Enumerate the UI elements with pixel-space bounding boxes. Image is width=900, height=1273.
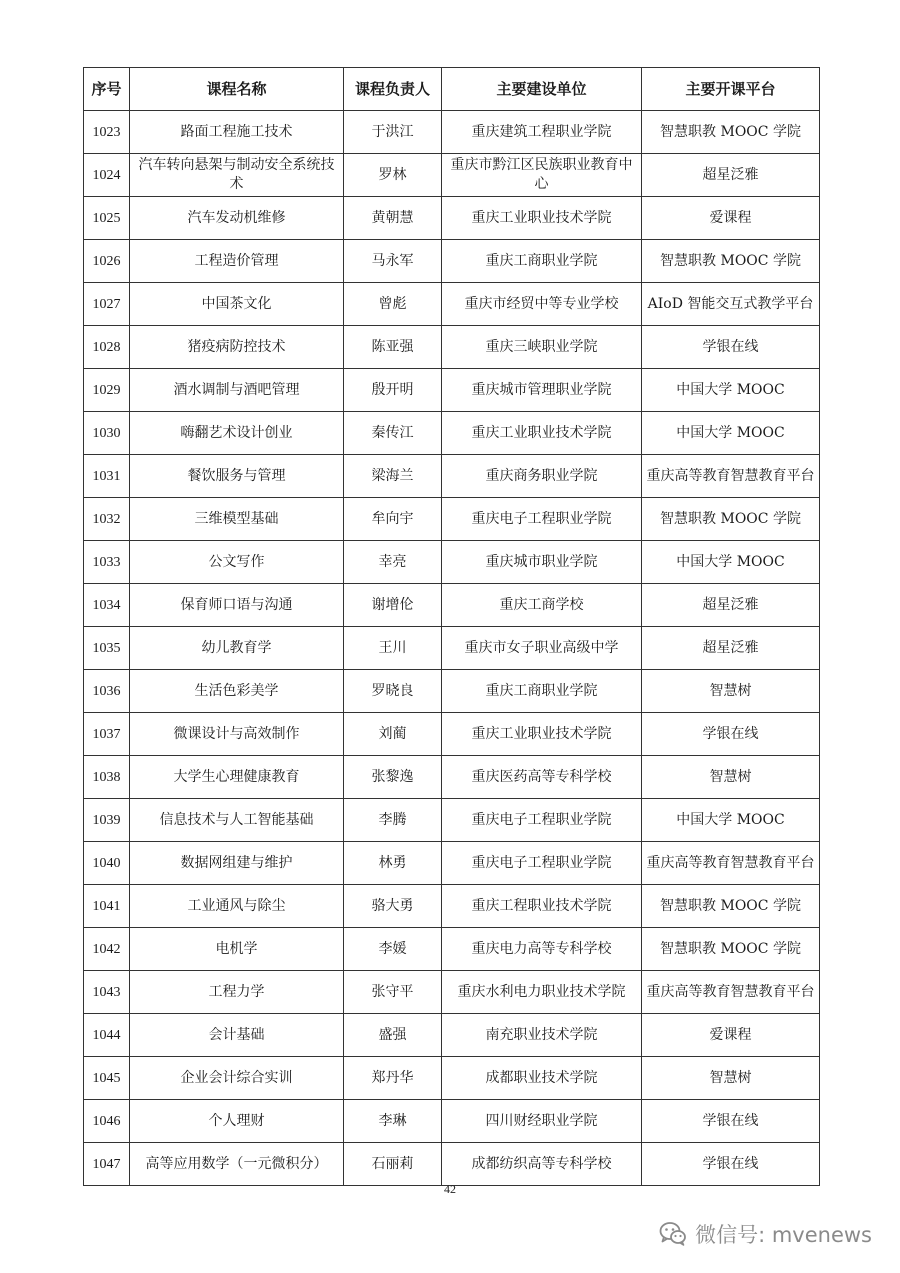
cell-platform: 学银在线: [642, 1100, 820, 1143]
cell-platform: 智慧树: [642, 670, 820, 713]
cell-platform: 爱课程: [642, 197, 820, 240]
cell-lead: 王川: [344, 627, 442, 670]
table-row: [84, 455, 820, 498]
cell-platform: 超星泛雅: [642, 584, 820, 627]
cell-institution: 重庆商务职业学院: [442, 455, 642, 498]
cell-institution: 重庆电子工程职业学院: [442, 498, 642, 541]
table-row: [84, 799, 820, 842]
cell-institution: 重庆电子工程职业学院: [442, 842, 642, 885]
cell-platform: 智慧职教 MOOC 学院: [642, 498, 820, 541]
header-course-name: 课程名称: [130, 68, 344, 111]
cell-lead: 牟向宇: [344, 498, 442, 541]
cell-lead: 李腾: [344, 799, 442, 842]
cell-lead: 秦传江: [344, 412, 442, 455]
cell-course-name: 嗨翻艺术设计创业: [130, 412, 344, 455]
cell-institution: 重庆水利电力职业技术学院: [442, 971, 642, 1014]
cell-institution: 四川财经职业学院: [442, 1100, 642, 1143]
cell-lead: 幸亮: [344, 541, 442, 584]
cell-platform: AIoD 智能交互式教学平台: [642, 283, 820, 326]
cell-lead: 盛强: [344, 1014, 442, 1057]
cell-institution: 重庆城市职业学院: [442, 541, 642, 584]
cell-institution: 重庆市经贸中等专业学校: [442, 283, 642, 326]
cell-no: 1041: [84, 885, 130, 928]
table-header-row: [84, 68, 820, 111]
cell-platform: 中国大学 MOOC: [642, 799, 820, 842]
cell-no: 1038: [84, 756, 130, 799]
table-row: [84, 842, 820, 885]
table-row: [84, 713, 820, 756]
cell-lead: 罗晓良: [344, 670, 442, 713]
course-table: [83, 67, 820, 1186]
cell-course-name: 餐饮服务与管理: [130, 455, 344, 498]
cell-institution: 重庆工业职业技术学院: [442, 713, 642, 756]
table-row: [84, 885, 820, 928]
cell-course-name: 保育师口语与沟通: [130, 584, 344, 627]
cell-platform: 学银在线: [642, 713, 820, 756]
cell-lead: 谢增伦: [344, 584, 442, 627]
cell-course-name: 中国茶文化: [130, 283, 344, 326]
cell-course-name: 公文写作: [130, 541, 344, 584]
table-row: [84, 971, 820, 1014]
cell-no: 1037: [84, 713, 130, 756]
table-row: [84, 627, 820, 670]
cell-no: 1030: [84, 412, 130, 455]
cell-lead: 马永军: [344, 240, 442, 283]
cell-platform: 学银在线: [642, 1143, 820, 1186]
cell-course-name: 微课设计与高效制作: [130, 713, 344, 756]
cell-course-name: 工程力学: [130, 971, 344, 1014]
cell-lead: 殷开明: [344, 369, 442, 412]
table-row: [84, 670, 820, 713]
cell-institution: 重庆工业职业技术学院: [442, 412, 642, 455]
cell-no: 1045: [84, 1057, 130, 1100]
cell-platform: 智慧职教 MOOC 学院: [642, 928, 820, 971]
cell-platform: 智慧树: [642, 1057, 820, 1100]
cell-institution: 重庆市黔江区民族职业教育中心: [442, 154, 642, 197]
cell-course-name: 幼儿教育学: [130, 627, 344, 670]
cell-lead: 郑丹华: [344, 1057, 442, 1100]
cell-no: 1026: [84, 240, 130, 283]
cell-no: 1027: [84, 283, 130, 326]
table-row: [84, 541, 820, 584]
cell-platform: 中国大学 MOOC: [642, 412, 820, 455]
cell-lead: 骆大勇: [344, 885, 442, 928]
cell-platform: 智慧职教 MOOC 学院: [642, 111, 820, 154]
watermark-text: 微信号: mvenews: [695, 1223, 872, 1247]
cell-no: 1047: [84, 1143, 130, 1186]
cell-lead: 李琳: [344, 1100, 442, 1143]
cell-lead: 黄朝慧: [344, 197, 442, 240]
cell-course-name: 汽车转向悬架与制动安全系统技术: [130, 154, 344, 197]
cell-institution: 重庆医药高等专科学校: [442, 756, 642, 799]
cell-institution: 成都职业技术学院: [442, 1057, 642, 1100]
table-row: [84, 1100, 820, 1143]
cell-course-name: 会计基础: [130, 1014, 344, 1057]
cell-no: 1036: [84, 670, 130, 713]
cell-institution: 重庆市女子职业高级中学: [442, 627, 642, 670]
watermark: [659, 1219, 872, 1249]
cell-no: 1044: [84, 1014, 130, 1057]
cell-no: 1031: [84, 455, 130, 498]
cell-course-name: 信息技术与人工智能基础: [130, 799, 344, 842]
table-row: [84, 1057, 820, 1100]
cell-no: 1042: [84, 928, 130, 971]
cell-no: 1035: [84, 627, 130, 670]
cell-course-name: 电机学: [130, 928, 344, 971]
cell-lead: 曾彪: [344, 283, 442, 326]
cell-platform: 中国大学 MOOC: [642, 541, 820, 584]
cell-lead: 罗林: [344, 154, 442, 197]
header-platform: 主要开课平台: [642, 68, 820, 111]
cell-institution: 重庆工业职业技术学院: [442, 197, 642, 240]
cell-institution: 重庆三峡职业学院: [442, 326, 642, 369]
cell-institution: 重庆城市管理职业学院: [442, 369, 642, 412]
table-row: [84, 584, 820, 627]
cell-institution: 成都纺织高等专科学校: [442, 1143, 642, 1186]
cell-platform: 重庆高等教育智慧教育平台: [642, 971, 820, 1014]
cell-lead: 刘蔺: [344, 713, 442, 756]
cell-institution: 重庆电力高等专科学校: [442, 928, 642, 971]
cell-institution: 重庆工商职业学院: [442, 240, 642, 283]
cell-no: 1046: [84, 1100, 130, 1143]
cell-no: 1039: [84, 799, 130, 842]
cell-institution: 重庆工程职业技术学院: [442, 885, 642, 928]
cell-lead: 陈亚强: [344, 326, 442, 369]
cell-no: 1024: [84, 154, 130, 197]
table-row: [84, 1143, 820, 1186]
cell-no: 1023: [84, 111, 130, 154]
table-row: [84, 154, 820, 197]
cell-no: 1043: [84, 971, 130, 1014]
header-institution: 主要建设单位: [442, 68, 642, 111]
cell-institution: 重庆电子工程职业学院: [442, 799, 642, 842]
table-row: [84, 326, 820, 369]
header-lead: 课程负责人: [344, 68, 442, 111]
cell-no: 1025: [84, 197, 130, 240]
cell-platform: 重庆高等教育智慧教育平台: [642, 842, 820, 885]
cell-no: 1040: [84, 842, 130, 885]
cell-lead: 石丽莉: [344, 1143, 442, 1186]
cell-platform: 超星泛雅: [642, 627, 820, 670]
cell-course-name: 工业通风与除尘: [130, 885, 344, 928]
cell-course-name: 工程造价管理: [130, 240, 344, 283]
table-row: [84, 197, 820, 240]
cell-course-name: 三维模型基础: [130, 498, 344, 541]
cell-course-name: 酒水调制与酒吧管理: [130, 369, 344, 412]
cell-lead: 张黎逸: [344, 756, 442, 799]
table-row: [84, 498, 820, 541]
cell-platform: 智慧树: [642, 756, 820, 799]
cell-course-name: 高等应用数学（一元微积分）: [130, 1143, 344, 1186]
cell-lead: 于洪江: [344, 111, 442, 154]
table-row: [84, 369, 820, 412]
cell-platform: 学银在线: [642, 326, 820, 369]
cell-course-name: 企业会计综合实训: [130, 1057, 344, 1100]
cell-institution: 重庆工商学校: [442, 584, 642, 627]
table-row: [84, 240, 820, 283]
table-row: [84, 412, 820, 455]
cell-platform: 爱课程: [642, 1014, 820, 1057]
cell-course-name: 个人理财: [130, 1100, 344, 1143]
cell-lead: 李媛: [344, 928, 442, 971]
cell-platform: 智慧职教 MOOC 学院: [642, 240, 820, 283]
page-number: 42: [444, 1182, 456, 1196]
table-row: [84, 928, 820, 971]
cell-course-name: 汽车发动机维修: [130, 197, 344, 240]
cell-platform: 超星泛雅: [642, 154, 820, 197]
table-row: [84, 756, 820, 799]
cell-course-name: 路面工程施工技术: [130, 111, 344, 154]
cell-institution: 南充职业技术学院: [442, 1014, 642, 1057]
cell-course-name: 生活色彩美学: [130, 670, 344, 713]
table-row: [84, 1014, 820, 1057]
cell-institution: 重庆建筑工程职业学院: [442, 111, 642, 154]
table-row: [84, 111, 820, 154]
cell-course-name: 大学生心理健康教育: [130, 756, 344, 799]
header-no: 序号: [84, 68, 130, 111]
cell-platform: 中国大学 MOOC: [642, 369, 820, 412]
cell-course-name: 数据网组建与维护: [130, 842, 344, 885]
cell-platform: 智慧职教 MOOC 学院: [642, 885, 820, 928]
table-row: [84, 283, 820, 326]
cell-no: 1028: [84, 326, 130, 369]
cell-lead: 张守平: [344, 971, 442, 1014]
cell-lead: 林勇: [344, 842, 442, 885]
table-body: [84, 111, 820, 1186]
cell-no: 1034: [84, 584, 130, 627]
cell-no: 1032: [84, 498, 130, 541]
cell-no: 1029: [84, 369, 130, 412]
cell-no: 1033: [84, 541, 130, 584]
cell-course-name: 猪疫病防控技术: [130, 326, 344, 369]
cell-lead: 梁海兰: [344, 455, 442, 498]
wechat-icon: [659, 1221, 687, 1247]
cell-platform: 重庆高等教育智慧教育平台: [642, 455, 820, 498]
cell-institution: 重庆工商职业学院: [442, 670, 642, 713]
